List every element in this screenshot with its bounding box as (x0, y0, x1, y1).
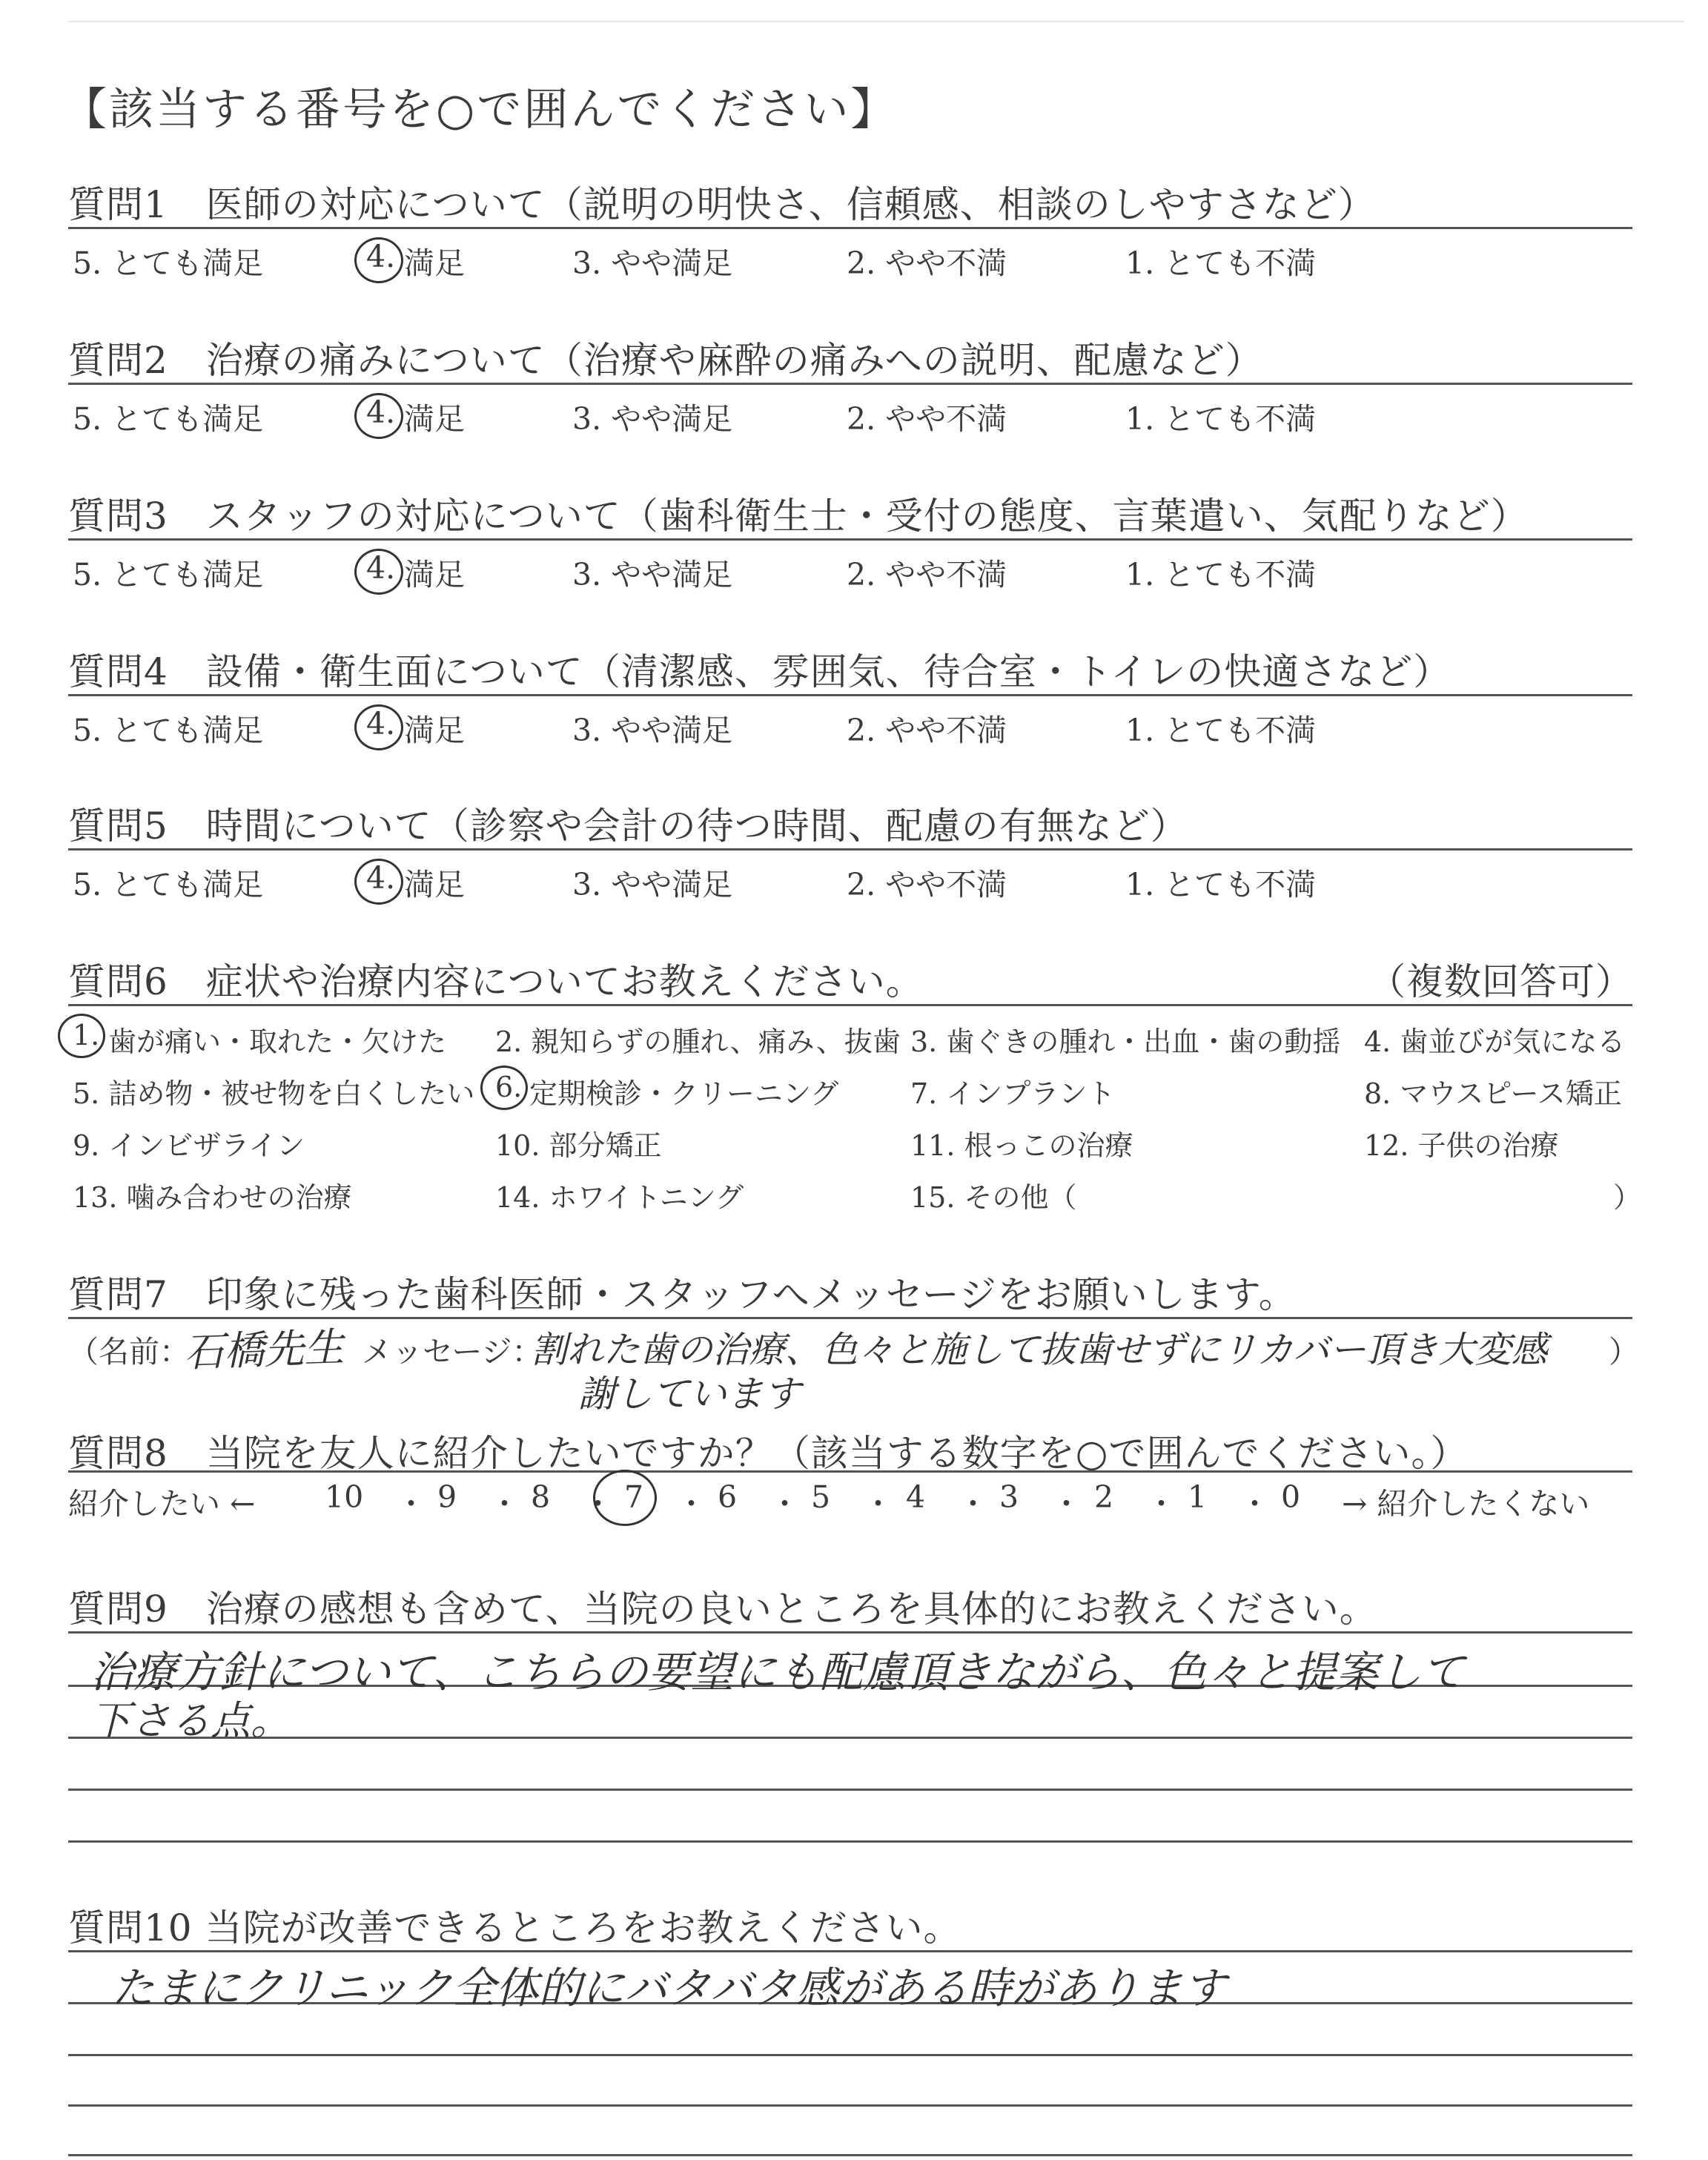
option-2[interactable]: 2. やや不満 (847, 557, 1007, 592)
question-9-rule-3 (68, 1737, 1632, 1739)
question-10-rule-3 (68, 2054, 1632, 2056)
question-5-rule (68, 848, 1632, 851)
question-4-title: 質問4 設備・衛生面について（清潔感、雰囲気、待合室・トイレの快適さなど） (68, 650, 1452, 693)
name-label: （名前： (68, 1334, 190, 1370)
message-handwritten-line-1[interactable]: 割れた歯の治療、色々と施して抜歯せずにリカバー頂き大変感 (531, 1329, 1548, 1371)
symptom-option-11[interactable]: 11. 根っこの治療 (910, 1129, 1133, 1162)
scale-4[interactable]: 4 (906, 1479, 926, 1515)
doctor-name-handwritten[interactable]: 石橋先生 (183, 1324, 345, 1376)
option-5[interactable]: 5. とても満足 (73, 557, 264, 592)
question-10-rule-4 (68, 2104, 1632, 2107)
symptom-option-14[interactable]: 14. ホワイトニング (495, 1181, 744, 1214)
scale-9[interactable]: 9 (437, 1479, 457, 1515)
symptom-option-1-label[interactable]: 歯が痛い・取れた・欠けた (108, 1025, 447, 1058)
question-6-rule (68, 1004, 1632, 1006)
scale-2[interactable]: 2 (1094, 1479, 1114, 1515)
scale-dot: ・ (396, 1486, 426, 1522)
question-10-rule-5 (68, 2154, 1632, 2156)
symptom-option-10[interactable]: 10. 部分矯正 (495, 1129, 662, 1162)
option-4-number[interactable]: 4. (366, 550, 396, 586)
symptom-option-6-number[interactable]: 6. (495, 1071, 523, 1103)
option-5[interactable]: 5. とても満足 (73, 401, 264, 437)
question-10-title: 質問10 当院が改善できるところをお教えください。 (68, 1906, 961, 1949)
question-6-note: （複数回答可） (1368, 960, 1633, 1003)
recommend-left-label: 紹介したい ← (68, 1486, 256, 1522)
option-2[interactable]: 2. やや不満 (847, 867, 1007, 902)
question-3-rule (68, 538, 1632, 541)
question-5-title: 質問5 時間について（診察や会計の待つ時間、配慮の有無など） (68, 805, 1188, 848)
option-2[interactable]: 2. やや不満 (847, 401, 1007, 437)
symptom-option-7[interactable]: 7. インプラント (910, 1077, 1116, 1110)
question-1-title: 質問1 医師の対応について（説明の明快さ、信頼感、相談のしやすさなど） (68, 183, 1376, 226)
answer-10-handwritten-line-1[interactable]: たまにクリニック全体的にバタバタ感がある時があります (111, 1963, 1226, 2013)
symptom-option-12[interactable]: 12. 子供の治療 (1364, 1129, 1559, 1162)
option-4-label[interactable]: 満足 (404, 245, 465, 281)
answer-circle (593, 1470, 657, 1526)
message-close-paren: ） (1609, 1334, 1639, 1370)
option-4-label[interactable]: 満足 (404, 401, 465, 437)
scale-dot: ・ (863, 1486, 893, 1522)
option-3[interactable]: 3. やや満足 (572, 557, 733, 592)
message-label: メッセージ： (362, 1334, 543, 1370)
option-3[interactable]: 3. やや満足 (572, 401, 733, 437)
symptom-option-5[interactable]: 5. 詰め物・被せ物を白くしたい (73, 1077, 475, 1110)
scale-dot: ・ (676, 1486, 706, 1522)
scale-dot: ・ (769, 1486, 800, 1522)
question-3-title: 質問3 スタッフの対応について（歯科衛生士・受付の態度、言葉遣い、気配りなど） (68, 495, 1529, 538)
option-1[interactable]: 1. とても不満 (1125, 401, 1317, 437)
question-9-rule-4 (68, 1789, 1632, 1791)
symptom-option-9[interactable]: 9. インビザライン (73, 1129, 305, 1162)
scale-dot: ・ (1146, 1486, 1176, 1522)
question-7-title: 質問7 印象に残った歯科医師・スタッフへメッセージをお願いします。 (68, 1273, 1297, 1316)
scale-3[interactable]: 3 (999, 1479, 1019, 1515)
option-5[interactable]: 5. とても満足 (73, 245, 264, 281)
scale-dot: ・ (489, 1486, 520, 1522)
option-1[interactable]: 1. とても不満 (1125, 713, 1317, 748)
question-4-rule (68, 694, 1632, 696)
symptom-option-6-label[interactable]: 定期検診・クリーニング (529, 1077, 839, 1110)
option-3[interactable]: 3. やや満足 (572, 867, 733, 902)
option-4-label[interactable]: 満足 (404, 867, 465, 902)
answer-9-handwritten-line-1[interactable]: 治療方針について、こちらの要望にも配慮頂きながら、色々と提案して (90, 1647, 1465, 1697)
option-4-label[interactable]: 満足 (404, 557, 465, 592)
option-1[interactable]: 1. とても不満 (1125, 557, 1317, 592)
question-8-title: 質問8 当院を友人に紹介したいですか？（該当する数字を○で囲んでください。） (68, 1432, 1469, 1475)
scale-8[interactable]: 8 (531, 1479, 551, 1515)
question-9-rule-1 (68, 1631, 1632, 1634)
option-4-number[interactable]: 4. (366, 394, 396, 430)
scale-dot: ・ (583, 1486, 613, 1522)
option-4-number[interactable]: 4. (366, 239, 396, 274)
question-9-title: 質問9 治療の感想も含めて、当院の良いところを具体的にお教えください。 (68, 1588, 1377, 1631)
symptom-option-15[interactable]: 15. その他（ (910, 1181, 1077, 1214)
scale-dot: ・ (1239, 1486, 1270, 1522)
question-10-rule-1 (68, 1950, 1632, 1952)
symptom-option-2[interactable]: 2. 親知らずの腫れ、痛み、抜歯 (495, 1025, 901, 1058)
option-5[interactable]: 5. とても満足 (73, 867, 264, 902)
symptom-option-1-number[interactable]: 1. (73, 1019, 100, 1051)
scale-dot: ・ (1051, 1486, 1082, 1522)
message-handwritten-line-2[interactable]: 謝しています (578, 1373, 801, 1416)
answer-9-handwritten-line-2[interactable]: 下さる点。 (90, 1697, 291, 1744)
option-4-label[interactable]: 満足 (404, 713, 465, 748)
page-title: 【該当する番号を○で囲んでください】 (62, 84, 898, 136)
option-2[interactable]: 2. やや不満 (847, 713, 1007, 748)
question-8-rule (68, 1470, 1632, 1473)
scale-dot: ・ (958, 1486, 988, 1522)
question-2-title: 質問2 治療の痛みについて（治療や麻酔の痛みへの説明、配慮など） (68, 339, 1263, 382)
option-2[interactable]: 2. やや不満 (847, 245, 1007, 281)
option-4-number[interactable]: 4. (366, 706, 396, 742)
question-1-rule (68, 227, 1632, 229)
option-4-number[interactable]: 4. (366, 860, 396, 896)
option-3[interactable]: 3. やや満足 (572, 713, 733, 748)
option-3[interactable]: 3. やや満足 (572, 245, 733, 281)
symptom-option-4[interactable]: 4. 歯並びが気になる (1364, 1025, 1626, 1058)
scan-edge-line (68, 21, 1684, 22)
question-6-title: 質問6 症状や治療内容についてお教えください。 (68, 960, 924, 1003)
recommend-right-label: → 紹介したくない (1342, 1486, 1590, 1522)
option-1[interactable]: 1. とても不満 (1125, 245, 1317, 281)
scale-1[interactable]: 1 (1188, 1479, 1208, 1515)
symptom-option-13[interactable]: 13. 噛み合わせの治療 (73, 1181, 352, 1214)
scale-10[interactable]: 10 (325, 1479, 364, 1515)
scale-5[interactable]: 5 (811, 1479, 831, 1515)
scale-7[interactable]: 7 (624, 1479, 644, 1515)
symptom-option-3[interactable]: 3. 歯ぐきの腫れ・出血・歯の動揺 (910, 1025, 1341, 1058)
symptom-option-15-close: ） (1613, 1181, 1642, 1214)
question-2-rule (68, 383, 1632, 385)
symptom-option-8[interactable]: 8. マウスピース矯正 (1364, 1077, 1622, 1110)
option-5[interactable]: 5. とても満足 (73, 713, 264, 748)
option-1[interactable]: 1. とても不満 (1125, 867, 1317, 902)
scale-0[interactable]: 0 (1281, 1479, 1301, 1515)
question-9-rule-5 (68, 1840, 1632, 1843)
scale-6[interactable]: 6 (718, 1479, 738, 1515)
